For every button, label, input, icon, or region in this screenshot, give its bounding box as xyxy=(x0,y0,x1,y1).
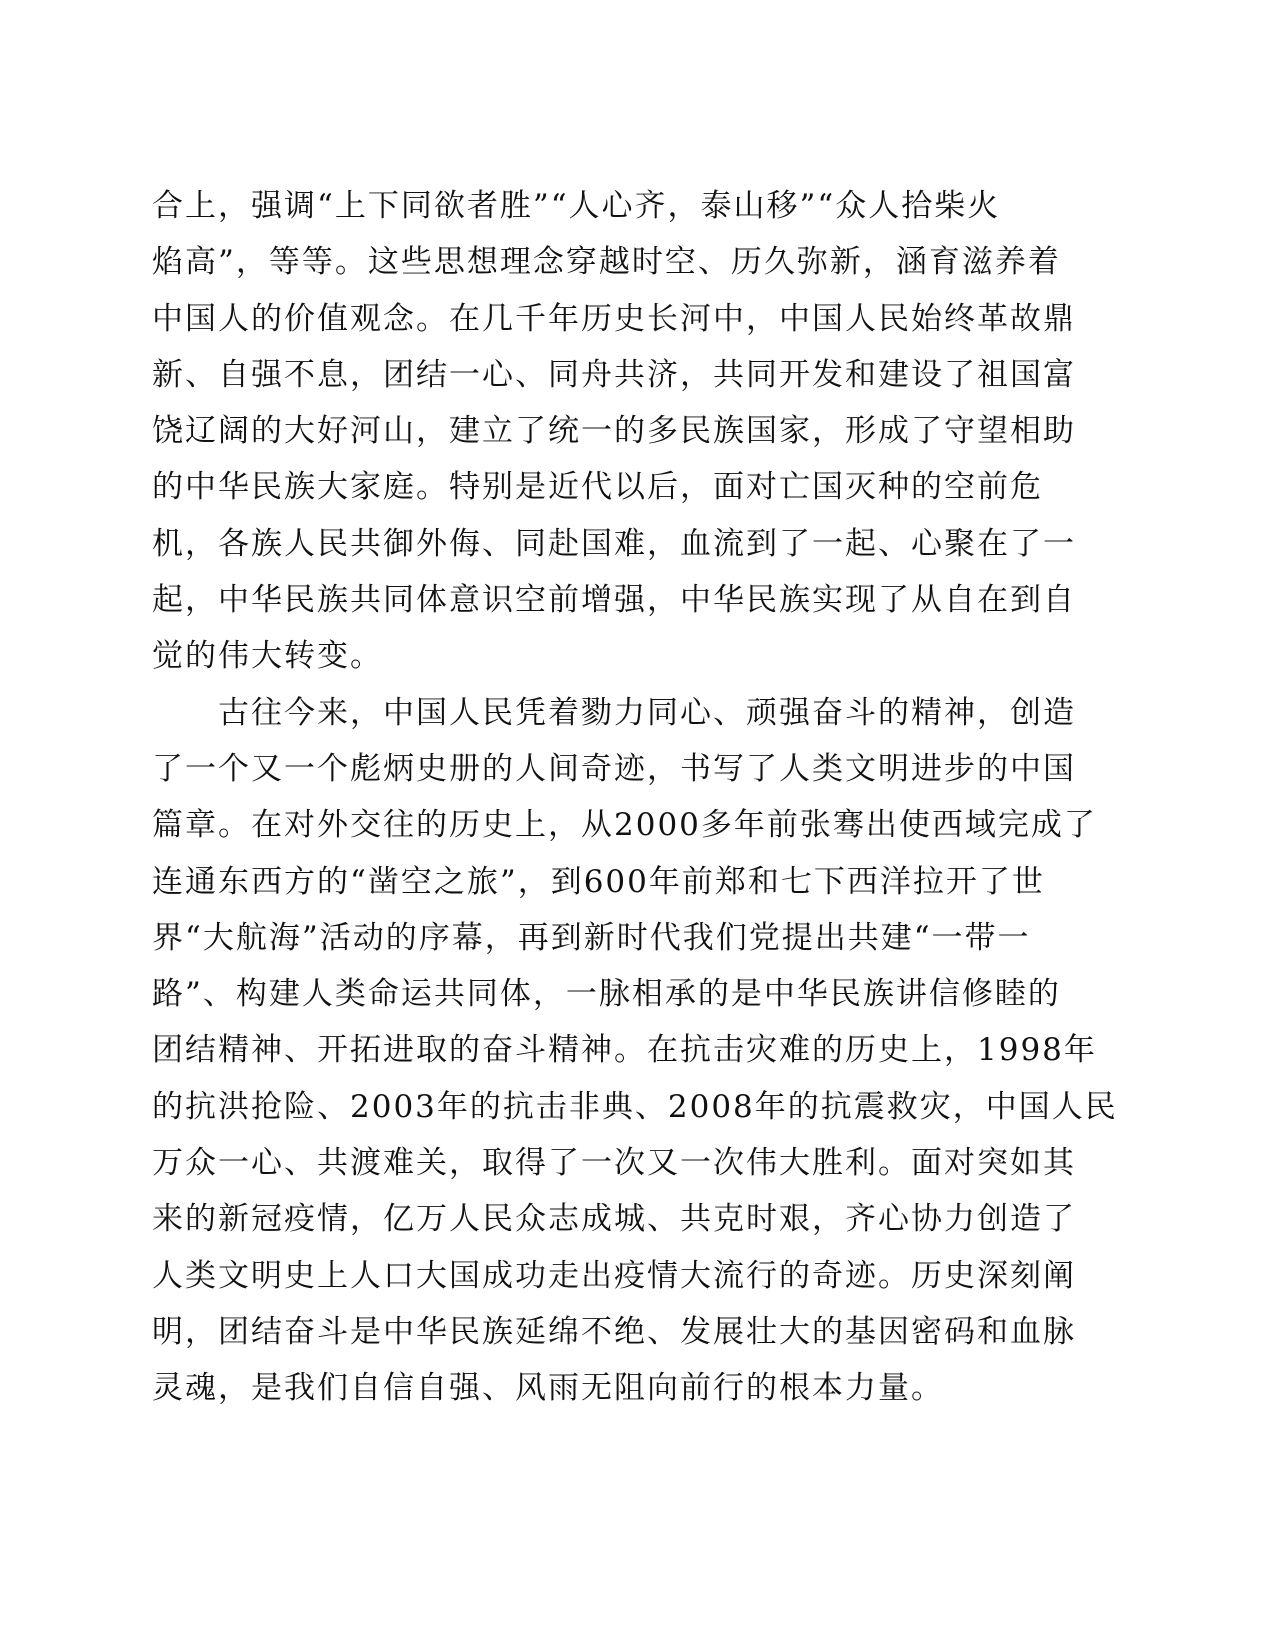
text-line: 连通东西方的“凿空之旅”，到600年前郑和七下西洋拉开了世 xyxy=(152,863,1045,900)
text-line: 来的新冠疫情，亿万人民众志成城、共克时艰，齐心协力创造了 xyxy=(152,1201,1076,1238)
text-line: 觉的伟大转变。 xyxy=(152,638,383,675)
text-line: 团结精神、开拓进取的奋斗精神。在抗击灾难的历史上，1998年 xyxy=(152,1032,1097,1069)
text-line: 中国人的价值观念。在几千年历史长河中，中国人民始终革故鼎 xyxy=(152,300,1076,337)
paragraph-2 xyxy=(152,685,1118,1417)
text-line: 明，团结奋斗是中华民族延绵不绝、发展壮大的基因密码和血脉 xyxy=(152,1313,1076,1350)
text-line: 的中华民族大家庭。特别是近代以后，面对亡国灭种的空前危 xyxy=(152,469,1043,506)
text-line: 灵魂，是我们自信自强、风雨无阻向前行的根本力量。 xyxy=(152,1370,944,1407)
text-line: 机，各族人民共御外侮、同赴国难，血流到了一起、心聚在了一 xyxy=(152,525,1076,562)
text-line: 合上，强调“上下同欲者胜”“人心齐，泰山移”“众人拾柴火 xyxy=(152,188,1001,224)
text-line-first-indented: 古往今来，中国人民凭着勠力同心、顽强奋斗的精神，创造 xyxy=(218,694,1076,731)
text-line: 界“大航海”活动的序幕，再到新时代我们党提出共建“一带一 xyxy=(152,919,1031,956)
paragraph-1 xyxy=(152,178,1092,685)
text-line: 人类文明史上人口大国成功走出疫情大流行的奇迹。历史深刻阐 xyxy=(152,1257,1076,1294)
text-line: 万众一心、共渡难关，取得了一次又一次伟大胜利。面对突如其 xyxy=(152,1145,1076,1182)
text-line: 篇章。在对外交往的历史上，从2000多年前张骞出使西域完成了 xyxy=(152,807,1097,844)
text-line: 焰高”，等等。这些思想理念穿越时空、历久弥新，涵育滋养着 xyxy=(152,244,1061,281)
text-line: 起，中华民族共同体意识空前增强，中华民族实现了从自在到自 xyxy=(152,582,1076,619)
text-line: 了一个又一个彪炳史册的人间奇迹，书写了人类文明进步的中国 xyxy=(152,750,1076,787)
text-line: 的抗洪抢险、2003年的抗击非典、2008年的抗震救灾，中国人民 xyxy=(152,1088,1118,1125)
text-line: 新、自强不息，团结一心、同舟共济，共同开发和建设了祖国富 xyxy=(152,356,1076,393)
text-line: 路”、构建人类命运共同体，一脉相承的是中华民族讲信修睦的 xyxy=(152,976,1061,1013)
document-body xyxy=(152,178,1118,1417)
text-line: 饶辽阔的大好河山，建立了统一的多民族国家，形成了守望相助 xyxy=(152,413,1076,450)
